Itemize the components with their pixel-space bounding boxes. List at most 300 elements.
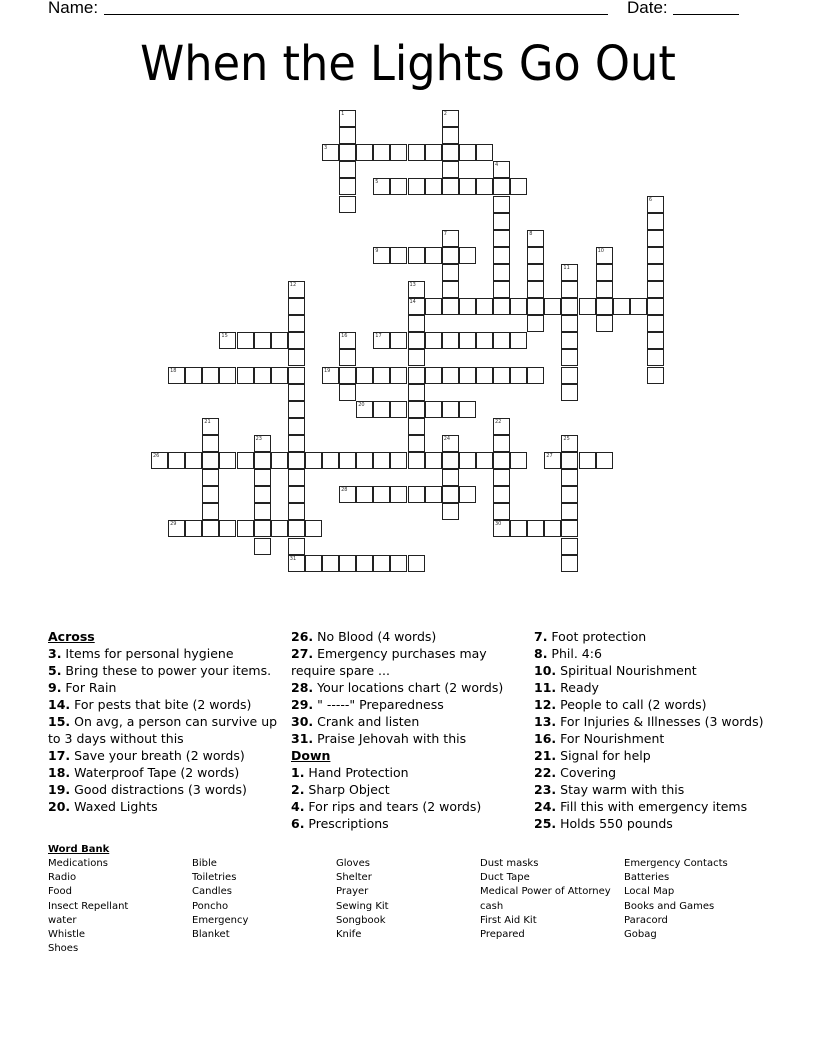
across-clue (291, 713, 526, 730)
grid-cell[interactable] (442, 486, 459, 503)
clue-text: Emergency purchases may require spare ... (291, 646, 487, 678)
grid-cell[interactable] (510, 520, 527, 537)
grid-cell[interactable] (561, 469, 578, 486)
grid-cell[interactable] (339, 110, 356, 127)
grid-cell[interactable] (647, 349, 664, 366)
grid-cell[interactable] (596, 298, 613, 315)
grid-cell[interactable] (288, 298, 305, 315)
grid-cell[interactable] (390, 555, 407, 572)
clue-text: Crank and listen (313, 714, 420, 729)
down-clue (291, 781, 526, 798)
word-bank-item: Medical Power of Attorney (480, 886, 611, 898)
word-bank-item: Gloves (336, 858, 370, 869)
clue-text: Covering (556, 765, 617, 780)
grid-cell[interactable] (408, 401, 425, 418)
grid-cell[interactable] (219, 452, 236, 469)
grid-cell[interactable] (647, 281, 664, 298)
grid-cell[interactable] (202, 520, 219, 537)
grid-cell[interactable] (339, 178, 356, 195)
grid-cell[interactable] (339, 332, 356, 349)
grid-cell[interactable] (202, 469, 219, 486)
grid-cell[interactable] (288, 281, 305, 298)
grid-cell[interactable] (493, 332, 510, 349)
grid-cell[interactable] (408, 418, 425, 435)
clue-number: 10. (534, 663, 557, 678)
grid-cell[interactable] (339, 127, 356, 144)
grid-cell[interactable] (647, 367, 664, 384)
grid-cell[interactable] (237, 367, 254, 384)
down-clue (534, 781, 774, 798)
grid-cell[interactable] (339, 555, 356, 572)
grid-cell[interactable] (390, 332, 407, 349)
grid-cell[interactable] (202, 503, 219, 520)
clue-number: 10 (597, 247, 604, 254)
grid-cell[interactable] (390, 486, 407, 503)
grid-cell[interactable] (561, 555, 578, 572)
grid-cell[interactable] (390, 367, 407, 384)
grid-cell[interactable] (408, 315, 425, 332)
grid-cell[interactable] (596, 452, 613, 469)
clue-number: 31 (289, 555, 297, 562)
word-bank-column (480, 857, 611, 942)
grid-cell[interactable] (408, 144, 425, 161)
grid-cell[interactable] (271, 367, 288, 384)
grid-cell[interactable] (237, 452, 254, 469)
grid-cell[interactable] (442, 144, 459, 161)
grid-cell[interactable] (527, 367, 544, 384)
grid-cell[interactable] (408, 384, 425, 401)
grid-cell[interactable] (339, 367, 356, 384)
down-clue (534, 696, 774, 713)
grid-cell[interactable] (527, 281, 544, 298)
grid-cell[interactable] (459, 298, 476, 315)
grid-cell[interactable] (373, 144, 390, 161)
grid-cell[interactable] (254, 435, 271, 452)
grid-cell[interactable] (408, 555, 425, 572)
grid-cell[interactable] (356, 486, 373, 503)
grid-cell[interactable] (476, 298, 493, 315)
grid-cell[interactable] (527, 264, 544, 281)
word-bank-item: Food (48, 886, 72, 898)
clues-column-3 (534, 628, 774, 832)
grid-cell[interactable] (168, 452, 185, 469)
grid-cell[interactable] (647, 315, 664, 332)
grid-cell[interactable] (408, 486, 425, 503)
grid-cell[interactable] (237, 332, 254, 349)
grid-cell[interactable] (527, 315, 544, 332)
grid-cell[interactable] (647, 213, 664, 230)
clue-number: 28 (341, 487, 348, 494)
grid-cell[interactable] (459, 486, 476, 503)
grid-cell[interactable] (442, 127, 459, 144)
grid-cell[interactable] (493, 452, 510, 469)
grid-cell[interactable] (476, 144, 493, 161)
grid-cell[interactable] (442, 161, 459, 178)
grid-cell[interactable] (442, 367, 459, 384)
grid-cell[interactable] (596, 264, 613, 281)
grid-cell[interactable] (408, 332, 425, 349)
grid-cell[interactable] (442, 503, 459, 520)
grid-cell[interactable] (408, 298, 425, 315)
grid-cell[interactable] (390, 178, 407, 195)
grid-cell[interactable] (305, 520, 322, 537)
grid-cell[interactable] (527, 247, 544, 264)
grid-cell[interactable] (561, 367, 578, 384)
grid-cell[interactable] (425, 332, 442, 349)
grid-cell[interactable] (493, 298, 510, 315)
grid-cell[interactable] (151, 452, 168, 469)
grid-cell[interactable] (459, 332, 476, 349)
grid-cell[interactable] (442, 247, 459, 264)
word-bank-item: Shoes (48, 943, 79, 955)
grid-cell[interactable] (288, 555, 305, 572)
word-bank-item: Toiletries (192, 872, 237, 884)
grid-cell[interactable] (442, 332, 459, 349)
grid-cell[interactable] (544, 298, 561, 315)
clue-number: 8 (529, 230, 533, 237)
word-bank-column (624, 857, 728, 942)
grid-cell[interactable] (561, 452, 578, 469)
grid-cell[interactable] (561, 538, 578, 555)
grid-cell[interactable] (647, 247, 664, 264)
grid-cell[interactable] (408, 435, 425, 452)
clue-text: Your locations chart (2 words) (313, 680, 504, 695)
grid-cell[interactable] (459, 401, 476, 418)
grid-cell[interactable] (442, 178, 459, 195)
grid-cell[interactable] (373, 452, 390, 469)
grid-cell[interactable] (647, 230, 664, 247)
grid-cell[interactable] (339, 452, 356, 469)
grid-cell[interactable] (425, 298, 442, 315)
word-bank-column (48, 857, 128, 956)
grid-cell[interactable] (373, 247, 390, 264)
grid-cell[interactable] (493, 486, 510, 503)
word-bank-column (336, 857, 389, 942)
grid-cell[interactable] (561, 503, 578, 520)
clue-number: 25. (534, 816, 557, 831)
grid-cell[interactable] (561, 332, 578, 349)
grid-cell[interactable] (510, 452, 527, 469)
grid-cell[interactable] (493, 281, 510, 298)
grid-cell[interactable] (339, 486, 356, 503)
clue-text: Hand Protection (304, 765, 409, 780)
word-bank-item: Dust masks (480, 858, 539, 869)
grid-cell[interactable] (219, 367, 236, 384)
grid-cell[interactable] (219, 520, 236, 537)
grid-cell[interactable] (510, 298, 527, 315)
clue-number: 9. (48, 680, 62, 695)
grid-cell[interactable] (493, 367, 510, 384)
clue-number: 22. (534, 765, 557, 780)
down-clue (534, 730, 774, 747)
grid-cell[interactable] (425, 367, 442, 384)
grid-cell[interactable] (254, 452, 271, 469)
grid-cell[interactable] (339, 384, 356, 401)
grid-cell[interactable] (390, 247, 407, 264)
grid-cell[interactable] (356, 401, 373, 418)
clue-text: For pests that bite (2 words) (70, 697, 252, 712)
clue-number: 25 (563, 435, 570, 442)
clue-number: 17. (48, 748, 71, 763)
grid-cell[interactable] (493, 247, 510, 264)
grid-cell[interactable] (322, 367, 339, 384)
grid-cell[interactable] (373, 178, 390, 195)
grid-cell[interactable] (339, 161, 356, 178)
clue-number: 13. (534, 714, 557, 729)
grid-cell[interactable] (202, 452, 219, 469)
grid-cell[interactable] (356, 555, 373, 572)
grid-cell[interactable] (442, 230, 459, 247)
grid-cell[interactable] (596, 247, 613, 264)
grid-cell[interactable] (271, 452, 288, 469)
grid-cell[interactable] (630, 298, 647, 315)
grid-cell[interactable] (425, 178, 442, 195)
grid-cell[interactable] (185, 452, 202, 469)
grid-cell[interactable] (408, 367, 425, 384)
grid-cell[interactable] (202, 418, 219, 435)
grid-cell[interactable] (493, 196, 510, 213)
grid-cell[interactable] (305, 452, 322, 469)
grid-cell[interactable] (254, 503, 271, 520)
grid-cell[interactable] (647, 332, 664, 349)
grid-cell[interactable] (476, 452, 493, 469)
clue-number: 16 (341, 333, 348, 340)
down-clue (291, 798, 526, 815)
grid-cell[interactable] (442, 281, 459, 298)
down-clue (534, 798, 774, 815)
grid-cell[interactable] (613, 298, 630, 315)
word-bank-item: Poncho (192, 900, 229, 912)
grid-cell[interactable] (561, 264, 578, 281)
grid-cell[interactable] (493, 503, 510, 520)
grid-cell[interactable] (408, 247, 425, 264)
down-clue (534, 645, 774, 662)
grid-cell[interactable] (442, 110, 459, 127)
grid-cell[interactable] (390, 144, 407, 161)
grid-cell[interactable] (288, 538, 305, 555)
clue-number: 19. (48, 782, 71, 797)
date-label: Date: (627, 0, 668, 17)
grid-cell[interactable] (254, 332, 271, 349)
clue-number: 31. (291, 731, 314, 746)
down-clue (534, 713, 774, 730)
grid-cell[interactable] (647, 196, 664, 213)
grid-cell[interactable] (219, 332, 236, 349)
grid-cell[interactable] (202, 486, 219, 503)
grid-cell[interactable] (254, 520, 271, 537)
clue-number: 24. (534, 799, 557, 814)
across-clue (291, 679, 526, 696)
grid-cell[interactable] (390, 401, 407, 418)
clue-number: 3 (324, 145, 328, 152)
grid-cell[interactable] (408, 349, 425, 366)
clue-number: 26 (153, 453, 160, 459)
grid-cell[interactable] (339, 349, 356, 366)
grid-cell[interactable] (476, 367, 493, 384)
clue-number: 11. (534, 680, 557, 695)
grid-cell[interactable] (425, 486, 442, 503)
grid-cell[interactable] (579, 298, 596, 315)
grid-cell[interactable] (442, 298, 459, 315)
grid-cell[interactable] (459, 144, 476, 161)
grid-cell[interactable] (425, 247, 442, 264)
grid-cell[interactable] (493, 418, 510, 435)
grid-cell[interactable] (288, 520, 305, 537)
grid-cell[interactable] (527, 298, 544, 315)
grid-cell[interactable] (510, 178, 527, 195)
grid-cell[interactable] (288, 418, 305, 435)
grid-cell[interactable] (288, 349, 305, 366)
grid-cell[interactable] (288, 486, 305, 503)
word-bank-item: Medications (48, 858, 108, 869)
grid-cell[interactable] (493, 161, 510, 178)
clues-column-1 (48, 628, 283, 815)
grid-cell[interactable] (493, 178, 510, 195)
clue-number: 7 (443, 230, 447, 237)
grid-cell[interactable] (561, 486, 578, 503)
clue-number: 17 (375, 333, 382, 340)
grid-cell[interactable] (459, 452, 476, 469)
grid-cell[interactable] (237, 520, 254, 537)
grid-cell[interactable] (288, 452, 305, 469)
clue-number: 29 (170, 521, 177, 528)
grid-cell[interactable] (288, 332, 305, 349)
grid-cell[interactable] (425, 401, 442, 418)
grid-cell[interactable] (356, 452, 373, 469)
word-bank-item: cash (480, 900, 504, 912)
grid-cell[interactable] (442, 435, 459, 452)
across-clue (48, 696, 283, 713)
grid-cell[interactable] (596, 281, 613, 298)
grid-cell[interactable] (544, 452, 561, 469)
grid-cell[interactable] (510, 367, 527, 384)
grid-cell[interactable] (288, 384, 305, 401)
grid-cell[interactable] (271, 332, 288, 349)
grid-cell[interactable] (339, 196, 356, 213)
grid-cell[interactable] (408, 452, 425, 469)
grid-cell[interactable] (510, 332, 527, 349)
clue-number: 4. (291, 799, 305, 814)
grid-cell[interactable] (390, 452, 407, 469)
grid-cell[interactable] (408, 178, 425, 195)
grid-cell[interactable] (305, 555, 322, 572)
grid-cell[interactable] (476, 178, 493, 195)
grid-cell[interactable] (561, 298, 578, 315)
grid-cell[interactable] (339, 144, 356, 161)
clue-number: 21 (204, 418, 211, 425)
clue-number: 12 (289, 282, 297, 288)
grid-cell[interactable] (561, 520, 578, 537)
grid-cell[interactable] (356, 144, 373, 161)
grid-cell[interactable] (459, 367, 476, 384)
grid-cell[interactable] (544, 520, 561, 537)
grid-cell[interactable] (254, 367, 271, 384)
grid-cell[interactable] (647, 264, 664, 281)
grid-cell[interactable] (579, 452, 596, 469)
grid-cell[interactable] (322, 144, 339, 161)
grid-cell[interactable] (254, 538, 271, 555)
grid-cell[interactable] (373, 401, 390, 418)
grid-cell[interactable] (527, 230, 544, 247)
grid-cell[interactable] (596, 315, 613, 332)
clue-text: Bring these to power your items. (61, 663, 272, 678)
grid-cell[interactable] (493, 230, 510, 247)
grid-cell[interactable] (493, 213, 510, 230)
grid-cell[interactable] (493, 264, 510, 281)
grid-cell[interactable] (459, 178, 476, 195)
clue-text: For Injuries & Illnesses (3 words) (556, 714, 764, 729)
grid-cell[interactable] (185, 520, 202, 537)
grid-cell[interactable] (493, 469, 510, 486)
grid-cell[interactable] (168, 520, 185, 537)
down-clue (534, 679, 774, 696)
grid-cell[interactable] (425, 452, 442, 469)
grid-cell[interactable] (527, 520, 544, 537)
grid-cell[interactable] (288, 435, 305, 452)
grid-cell[interactable] (373, 332, 390, 349)
grid-cell[interactable] (476, 332, 493, 349)
grid-cell[interactable] (561, 435, 578, 452)
grid-cell[interactable] (373, 486, 390, 503)
clue-text: Holds 550 pounds (556, 816, 673, 831)
grid-cell[interactable] (373, 555, 390, 572)
grid-cell[interactable] (322, 555, 339, 572)
clue-number: 18. (48, 765, 71, 780)
grid-cell[interactable] (322, 452, 339, 469)
grid-cell[interactable] (288, 503, 305, 520)
clue-number: 15 (221, 333, 228, 340)
grid-cell[interactable] (647, 298, 664, 315)
grid-cell[interactable] (168, 367, 185, 384)
word-bank-item: Prayer (336, 886, 369, 898)
grid-cell[interactable] (561, 315, 578, 332)
grid-cell[interactable] (561, 349, 578, 366)
word-bank-item: Insect Repellant (48, 900, 129, 912)
grid-cell[interactable] (425, 144, 442, 161)
grid-cell[interactable] (254, 469, 271, 486)
grid-cell[interactable] (561, 384, 578, 401)
grid-cell[interactable] (442, 452, 459, 469)
grid-cell[interactable] (442, 264, 459, 281)
grid-cell[interactable] (202, 367, 219, 384)
word-bank-item: Duct Tape (480, 872, 530, 884)
grid-cell[interactable] (493, 520, 510, 537)
grid-cell[interactable] (442, 469, 459, 486)
grid-cell[interactable] (185, 367, 202, 384)
across-heading: Across (48, 629, 95, 644)
grid-cell[interactable] (561, 281, 578, 298)
grid-cell[interactable] (459, 247, 476, 264)
grid-cell[interactable] (373, 367, 390, 384)
grid-cell[interactable] (202, 435, 219, 452)
grid-cell[interactable] (356, 367, 373, 384)
grid-cell[interactable] (408, 281, 425, 298)
grid-cell[interactable] (271, 520, 288, 537)
grid-cell[interactable] (288, 469, 305, 486)
page-title: When the Lights Go Out (140, 36, 676, 92)
grid-cell[interactable] (288, 401, 305, 418)
grid-cell[interactable] (493, 435, 510, 452)
grid-cell[interactable] (288, 367, 305, 384)
grid-cell[interactable] (442, 401, 459, 418)
grid-cell[interactable] (254, 486, 271, 503)
clue-text: Praise Jehovah with this (313, 731, 467, 746)
clue-number: 27 (546, 453, 553, 459)
clue-number: 12. (534, 697, 557, 712)
grid-cell[interactable] (288, 315, 305, 332)
word-bank-item: Songbook (336, 914, 386, 926)
clue-text: For Rain (61, 680, 117, 695)
